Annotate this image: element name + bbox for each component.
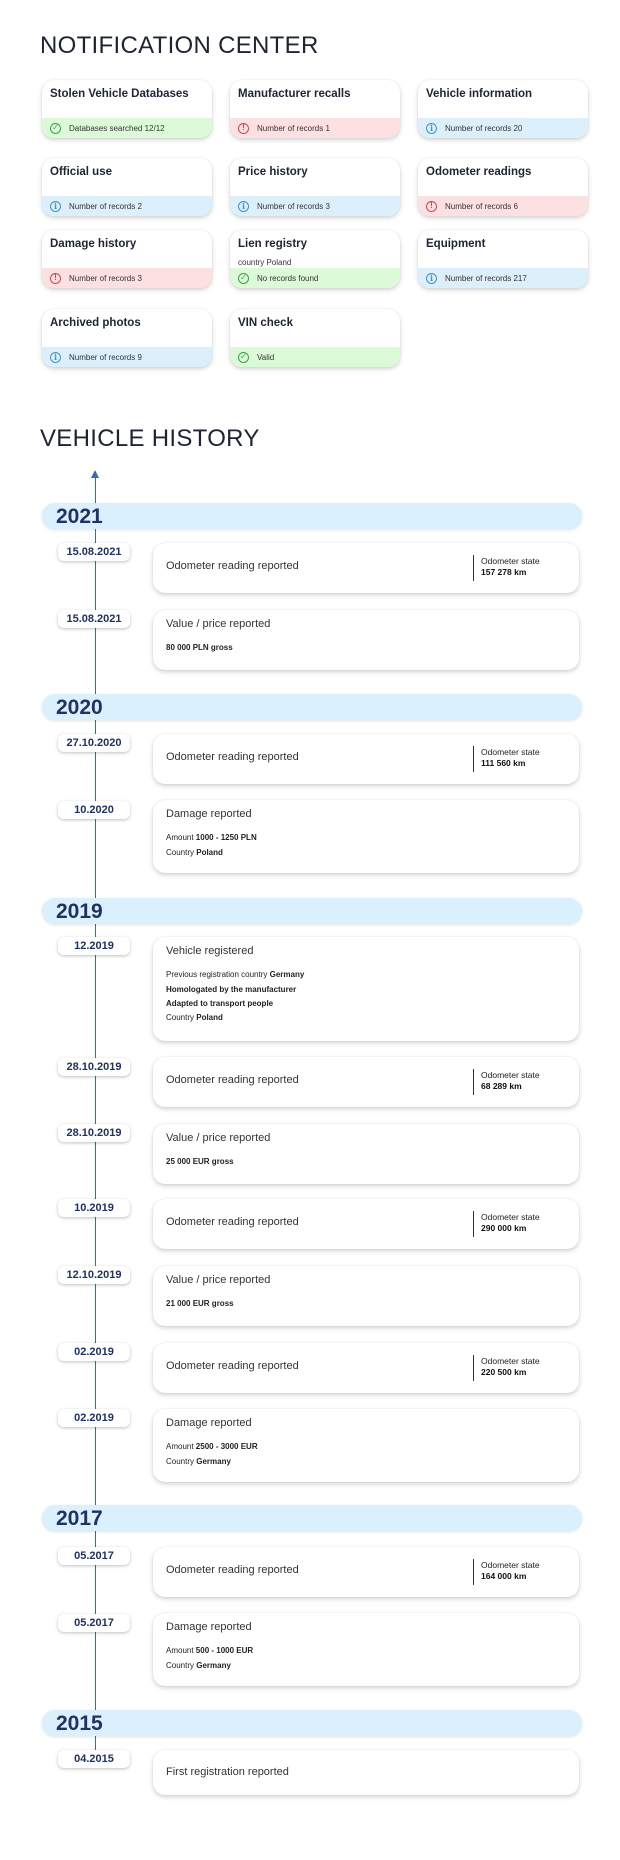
check-icon: ✓ [238,273,249,284]
odometer-state [473,555,540,581]
notification-status-strip [418,268,588,288]
history-event-card[interactable] [153,1266,579,1326]
info-icon: i [426,123,437,134]
event-detail [166,1457,231,1466]
event-detail-label: Country [166,1661,197,1670]
odometer-label: Odometer state [481,556,540,566]
event-detail [166,999,273,1008]
notification-card-official-use[interactable] [42,158,212,216]
odometer-value: 220 500 km [481,1367,527,1377]
notification-card-title: Official use [50,166,112,178]
event-detail [166,1442,258,1451]
notification-card-price-history[interactable] [230,158,400,216]
event-title: Value / price reported [166,618,271,630]
event-detail-label: Amount [166,833,196,842]
check-icon: ✓ [50,123,61,134]
notification-card-title: Damage history [50,238,137,250]
event-title: Odometer reading reported [166,1564,299,1576]
history-event-card[interactable] [153,1547,579,1597]
odometer-state [473,1355,540,1381]
year-label: 2017 [56,1507,103,1530]
info-icon: i [426,273,437,284]
notification-status-text: Number of records 9 [69,352,142,362]
info-icon: i [50,201,61,212]
notification-card-title: Odometer readings [426,166,532,178]
event-detail-value: Poland [196,1013,223,1022]
history-event-card[interactable] [153,1750,579,1795]
notification-center-title: NOTIFICATION CENTER [40,32,319,59]
history-event-card[interactable] [153,1613,579,1686]
event-detail [166,1157,234,1166]
odometer-value: 111 560 km [481,758,526,768]
event-title: First registration reported [166,1766,289,1778]
notification-status-strip [230,118,400,138]
event-title: Odometer reading reported [166,1074,299,1086]
odometer-value: 290 000 km [481,1223,527,1233]
event-date: 15.08.2021 [58,610,130,628]
event-detail [166,1299,234,1308]
notification-card-vin-check[interactable] [230,309,400,367]
notification-status-text: Number of records 3 [257,201,330,211]
year-label: 2019 [56,900,103,923]
event-detail-value: Germany [196,1661,231,1670]
odometer-value: 157 278 km [481,567,527,577]
event-detail-label: Previous registration country [166,970,270,979]
notification-status-text: No records found [257,273,319,283]
warning-icon: ! [238,123,249,134]
year-label: 2020 [56,696,103,719]
notification-status-text: Valid [257,352,275,362]
odometer-value: 68 289 km [481,1081,522,1091]
event-date: 05.2017 [58,1547,130,1565]
event-title: Odometer reading reported [166,1360,299,1372]
notification-card-archived-photos[interactable] [42,309,212,367]
notification-card-vehicle-information[interactable] [418,80,588,138]
event-detail-value: 1000 - 1250 PLN [195,833,257,842]
notification-card-title: Price history [238,166,308,178]
event-detail-value: 500 - 1000 EUR [195,1646,254,1655]
event-title: Value / price reported [166,1132,271,1144]
event-detail-value: Homologated by the manufacturer [166,985,297,994]
event-detail-label: Country [166,848,197,857]
year-header-2017 [42,1505,582,1531]
event-date: 05.2017 [58,1614,130,1632]
event-detail-value: Poland [196,848,223,857]
notification-card-title: VIN check [238,317,293,329]
notification-status-strip [230,268,400,288]
event-title: Vehicle registered [166,945,254,957]
odometer-label: Odometer state [481,1560,540,1570]
event-date: 28.10.2019 [58,1058,130,1076]
notification-card-subtitle: country Poland [238,258,292,267]
history-event-card[interactable] [153,610,579,670]
event-date: 10.2019 [58,1199,130,1217]
event-detail-label: Amount [166,1646,196,1655]
event-detail [166,848,223,857]
notification-status-strip [418,196,588,216]
notification-card-title: Stolen Vehicle Databases [50,88,189,100]
notification-card-title: Manufacturer recalls [238,88,351,100]
notification-card-title: Archived photos [50,317,141,329]
event-detail [166,1013,223,1022]
notification-status-text: Number of records 3 [69,273,142,283]
history-event-card[interactable] [153,543,579,593]
year-label: 2015 [56,1712,103,1735]
notification-card-title: Lien registry [238,238,308,250]
notification-status-text: Number of records 1 [257,123,330,133]
event-detail [166,1646,253,1655]
event-detail-label: Amount [166,1442,196,1451]
notification-card-equipment[interactable] [418,230,588,288]
warning-icon: ! [50,273,61,284]
notification-card-damage-history[interactable] [42,230,212,288]
event-detail-value: 2500 - 3000 EUR [195,1442,258,1451]
check-icon: ✓ [238,352,249,363]
event-detail-value: Germany [269,970,305,979]
year-header-2020 [42,694,582,720]
event-detail-value: Adapted to transport people [166,999,274,1008]
notification-status-strip [42,268,212,288]
history-event-card[interactable] [153,1124,579,1184]
event-date: 27.10.2020 [58,734,130,752]
odometer-label: Odometer state [481,1070,540,1080]
notification-status-strip [42,347,212,367]
event-date: 02.2019 [58,1343,130,1361]
event-title: Odometer reading reported [166,751,299,763]
event-detail-label: Country [166,1013,197,1022]
year-label: 2021 [56,505,103,528]
event-detail-value: 80 000 PLN gross [166,643,233,652]
year-header-2021 [42,503,582,529]
notification-card-stolen-vehicle-databases[interactable] [42,80,212,138]
notification-card-odometer-readings[interactable] [418,158,588,216]
notification-card-title: Vehicle information [426,88,533,100]
event-title: Damage reported [166,1417,252,1429]
event-date: 10.2020 [58,801,130,819]
event-detail-value: 25 000 EUR gross [166,1157,234,1166]
odometer-label: Odometer state [481,747,540,757]
event-date: 02.2019 [58,1409,130,1427]
info-icon: i [50,352,61,363]
event-title: Damage reported [166,1621,252,1633]
notification-status-text: Number of records 217 [445,273,527,283]
odometer-state [473,1069,540,1095]
odometer-label: Odometer state [481,1356,540,1366]
odometer-state [473,746,540,772]
history-event-card[interactable] [153,937,579,1041]
notification-status-text: Number of records 2 [69,201,142,211]
notification-card-title: Equipment [426,238,486,250]
event-date: 15.08.2021 [58,543,130,561]
vehicle-history-title: VEHICLE HISTORY [40,425,260,452]
event-date: 28.10.2019 [58,1124,130,1142]
odometer-value: 164 000 km [481,1571,527,1581]
odometer-label: Odometer state [481,1212,540,1222]
event-title: Damage reported [166,808,252,820]
event-title: Odometer reading reported [166,1216,299,1228]
notification-status-strip [42,118,212,138]
history-event-card[interactable] [153,1409,579,1482]
event-title: Odometer reading reported [166,560,299,572]
notification-status-strip [230,347,400,367]
notification-status-text: Number of records 20 [445,123,523,133]
event-detail [166,1661,231,1670]
warning-icon: ! [426,201,437,212]
event-date: 12.10.2019 [58,1266,130,1284]
notification-card-manufacturer-recalls[interactable] [230,80,400,138]
info-icon: i [238,201,249,212]
event-detail-value: 21 000 EUR gross [166,1299,234,1308]
event-title: Value / price reported [166,1274,271,1286]
event-detail [166,833,257,842]
notification-status-strip [230,196,400,216]
event-detail-value: Germany [196,1457,231,1466]
history-event-card[interactable] [153,1057,579,1107]
event-detail [166,643,233,652]
notification-status-strip [418,118,588,138]
event-detail [166,985,296,994]
notification-status-strip [42,196,212,216]
history-event-card[interactable] [153,1343,579,1393]
notification-status-text: Number of records 6 [445,201,518,211]
event-date: 12.2019 [58,937,130,955]
event-detail-label: Country [166,1457,197,1466]
history-event-card[interactable] [153,734,579,784]
notification-status-text: Databases searched 12/12 [69,123,165,133]
year-header-2019 [42,898,582,924]
year-header-2015 [42,1710,582,1736]
event-detail [166,970,304,979]
history-event-card[interactable] [153,1199,579,1249]
odometer-state [473,1559,540,1585]
notification-card-lien-registry[interactable] [230,230,400,288]
history-event-card[interactable] [153,800,579,873]
odometer-state [473,1211,540,1237]
event-date: 04.2015 [58,1750,130,1768]
